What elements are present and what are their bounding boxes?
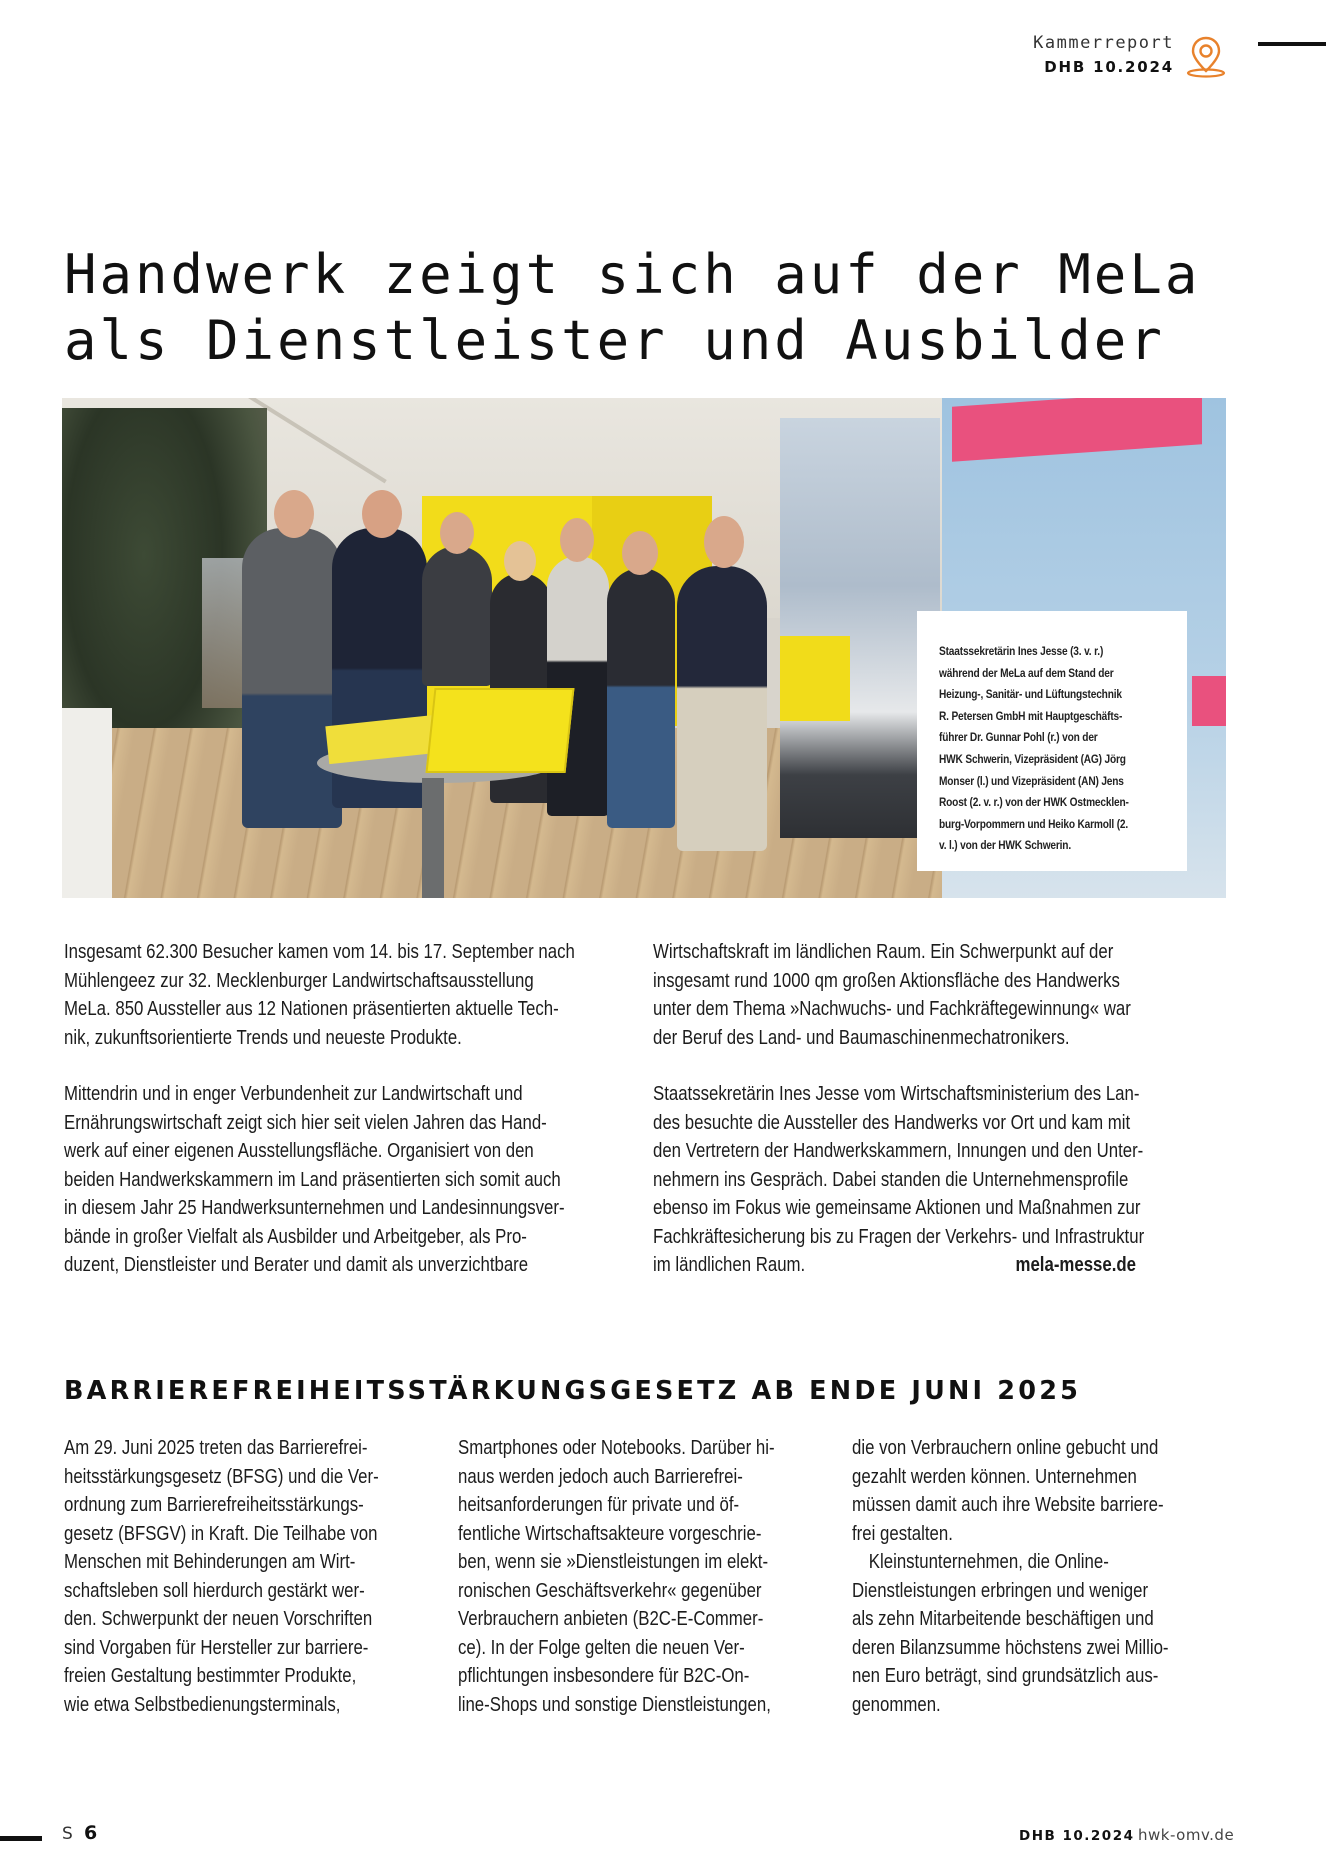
caption-line: burg-Vorpommern und Heiko Karmoll (2. [939, 816, 1129, 831]
footer-issue: DHB 10.2024 [1019, 1828, 1135, 1844]
text-line: des besuchte die Aussteller des Handwerks vor Ort und kam mit [653, 1111, 1131, 1134]
title-line: Handwerk zeigt sich auf der MeLa [64, 243, 1201, 306]
location-pin-icon [1183, 34, 1229, 80]
photo-person [547, 556, 609, 816]
text-line: insgesamt rund 1000 qm großen Aktionsfläche des Handwerks [653, 969, 1120, 992]
issue-label: DHB 10.2024 [1044, 58, 1174, 76]
text-line: nik, zukunftsorientierte Trends und neueste Produkte. [64, 1026, 462, 1049]
text-line: Staatssekretärin Ines Jesse vom Wirtschaftsministerium des Lan- [653, 1083, 1140, 1105]
photo-person [677, 566, 767, 851]
text-line: Mühlengeez zur 32. Mecklenburger Landwirtschaftsausstellung [64, 969, 534, 992]
photo-yellow-box [426, 688, 575, 773]
text-line: nen Euro beträgt, sind grundsätzlich aus- [852, 1665, 1159, 1687]
footer-website-link[interactable]: hwk-omv.de [1138, 1826, 1235, 1844]
text-line: bände in großer Vielfalt als Ausbilder und Arbeitgeber, als Pro- [64, 1225, 527, 1248]
text-line: duzent, Dienstleister und Berater und damit als unverzichtbare [64, 1254, 529, 1276]
photo-person-head [440, 512, 474, 554]
photo-pink-banner-strip [1192, 676, 1226, 726]
photo-banner-yellow-label [780, 636, 850, 721]
photo-person-head [362, 490, 402, 538]
text-line: naus werden jedoch auch Barrierefrei- [458, 1465, 743, 1488]
text-line: wie etwa Selbstbedienungsterminals, [64, 1693, 341, 1716]
text-line: den Vertretern der Handwerkskammern, Innungen und den Unter- [653, 1140, 1144, 1162]
article2-column-3 [852, 1434, 1238, 1719]
caption-line: v. l.) von der HWK Schwerin. [939, 838, 1071, 853]
caption-line: Staatssekretärin Ines Jesse (3. v. r.) [939, 644, 1104, 658]
text-line: ebenso im Fokus wie gemeinsame Aktionen und Maßnahmen zur [653, 1197, 1141, 1219]
text-line: nehmern ins Gespräch. Dabei standen die Unternehmensprofile [653, 1168, 1129, 1191]
photo-caption [917, 611, 1187, 871]
header-rule [1258, 42, 1326, 46]
text-line: freien Gestaltung bestimmter Produkte, [64, 1665, 357, 1687]
text-line: gesetz (BFSGV) in Kraft. Die Teilhabe von [64, 1522, 378, 1545]
text-line: ce). In der Folge gelten die neuen Ver- [458, 1636, 745, 1659]
text-line: der Beruf des Land- und Baumaschinenmechatronikers. [653, 1026, 1070, 1049]
photo-person-head [504, 541, 536, 581]
caption-line: während der MeLa auf dem Stand der [939, 665, 1114, 680]
photo-tent-pole [62, 708, 112, 898]
article2-column-1 [64, 1434, 450, 1719]
text-line: Fachkräftesicherung bis zu Fragen der Verkehrs- und Infrastruktur [653, 1225, 1145, 1248]
source-link[interactable]: mela-messe.de [1015, 1254, 1136, 1276]
text-line: heitsstärkungsgesetz (BFSG) und die Ver- [64, 1465, 379, 1488]
text-line: Wirtschaftskraft im ländlichen Raum. Ein Schwerpunkt auf der [653, 941, 1114, 963]
title-line: als Dienstleister und Ausbilder [64, 309, 1165, 372]
text-line: Verbrauchern anbieten (B2C-E-Commer- [458, 1608, 764, 1630]
text-line: schaftsleben soll hierdurch gestärkt wer- [64, 1579, 365, 1602]
text-line: MeLa. 850 Aussteller aus 12 Nationen präsentierten aktuelle Tech- [64, 998, 559, 1020]
photo-person [607, 568, 675, 828]
caption-line: R. Petersen GmbH mit Hauptgeschäfts- [939, 708, 1123, 723]
text-line: sind Vorgaben für Hersteller zur barriere- [64, 1636, 369, 1659]
photo-person-head [704, 516, 744, 568]
caption-line: HWK Schwerin, Vizepräsident (AG) Jörg [939, 751, 1126, 766]
text-line: Insgesamt 62.300 Besucher kamen vom 14. bis 17. September nach [64, 941, 575, 963]
text-line: Dienstleistungen erbringen und weniger [852, 1579, 1149, 1602]
page-number: 6 [84, 1822, 98, 1844]
text-line-indented: Kleinstunternehmen, die Online- [868, 1551, 1109, 1573]
text-line: werk auf einer eigenen Ausstellungsfläche. Organisiert von den [64, 1140, 534, 1162]
photo-person-head [274, 490, 314, 538]
text-line: gezahlt werden können. Unternehmen [852, 1465, 1137, 1488]
text-line: frei gestalten. [852, 1522, 953, 1545]
caption-line: Roost (2. v. r.) von der HWK Ostmecklen- [939, 795, 1129, 810]
text-line: Mittendrin und in enger Verbundenheit zur Landwirtschaft und [64, 1083, 523, 1105]
section-heading: BARRIEREFREIHEITSSTÄRKUNGSGESETZ AB ENDE JUNI 2025 [64, 1376, 1082, 1406]
text-line: Am 29. Juni 2025 treten das Barrierefrei- [64, 1437, 368, 1459]
text-line: line-Shops und sonstige Dienstleistungen, [458, 1693, 771, 1716]
text-line: im ländlichen Raum. [653, 1254, 806, 1276]
text-line-last [653, 1251, 1136, 1280]
text-line: beiden Handwerkskammern im Land präsentierten sich somit auch [64, 1168, 561, 1191]
photo-person [422, 546, 492, 686]
article-column-left [64, 938, 644, 1308]
caption-line: Heizung-, Sanitär- und Lüftungstechnik [939, 687, 1122, 702]
text-line: fentliche Wirtschaftsakteure vorgeschrie- [458, 1522, 762, 1545]
text-line: genommen. [852, 1693, 941, 1716]
paragraph [653, 1080, 1233, 1280]
caption-line: führer Dr. Gunnar Pohl (r.) von der [939, 730, 1098, 745]
footer-rule [0, 1836, 42, 1841]
article-title [64, 242, 1264, 374]
text-line: den. Schwerpunkt der neuen Vorschriften [64, 1608, 373, 1630]
photo-person-head [560, 518, 594, 562]
text-line: als zehn Mitarbeitende beschäftigen und [852, 1608, 1154, 1630]
paragraph [653, 938, 1233, 1052]
photo-person [242, 528, 342, 828]
photo-table-leg [422, 778, 444, 898]
running-header [1033, 32, 1174, 78]
photo-rollup-banner [780, 418, 940, 838]
article2-column-2 [458, 1434, 844, 1719]
text-line: unter dem Thema »Nachwuchs- und Fachkräftegewinnung« war [653, 998, 1131, 1020]
caption-line: Monser (l.) und Vizepräsident (AN) Jens [939, 773, 1124, 788]
paragraph [64, 1080, 644, 1280]
text-line: Ernährungswirtschaft zeigt sich hier seit vielen Jahren das Hand- [64, 1111, 547, 1134]
text-line: ben, wenn sie »Dienstleistungen im elekt- [458, 1551, 769, 1573]
text-line: ordnung zum Barrierefreiheitsstärkungs- [64, 1494, 364, 1516]
text-line: in diesem Jahr 25 Handwerksunternehmen und Landesinnungsver- [64, 1197, 565, 1219]
text-line: heitsanforderungen für private und öf- [458, 1494, 740, 1516]
section-label: Kammerreport [1033, 33, 1174, 53]
photo-person-head [622, 531, 658, 575]
page-prefix: S [62, 1824, 74, 1844]
paragraph [64, 938, 644, 1052]
text-line: die von Verbrauchern online gebucht und [852, 1437, 1159, 1459]
text-line: Smartphones oder Notebooks. Darüber hi- [458, 1437, 775, 1459]
article-column-right [653, 938, 1233, 1308]
text-line: Menschen mit Behinderungen am Wirt- [64, 1551, 356, 1573]
text-line: ronischen Geschäftsverkehr« gegenüber [458, 1579, 762, 1602]
text-line: müssen damit auch ihre Website barriere- [852, 1494, 1164, 1516]
text-line: pflichtungen insbesondere für B2C-On- [458, 1665, 750, 1687]
text-line: deren Bilanzsumme höchstens zwei Millio- [852, 1636, 1169, 1659]
